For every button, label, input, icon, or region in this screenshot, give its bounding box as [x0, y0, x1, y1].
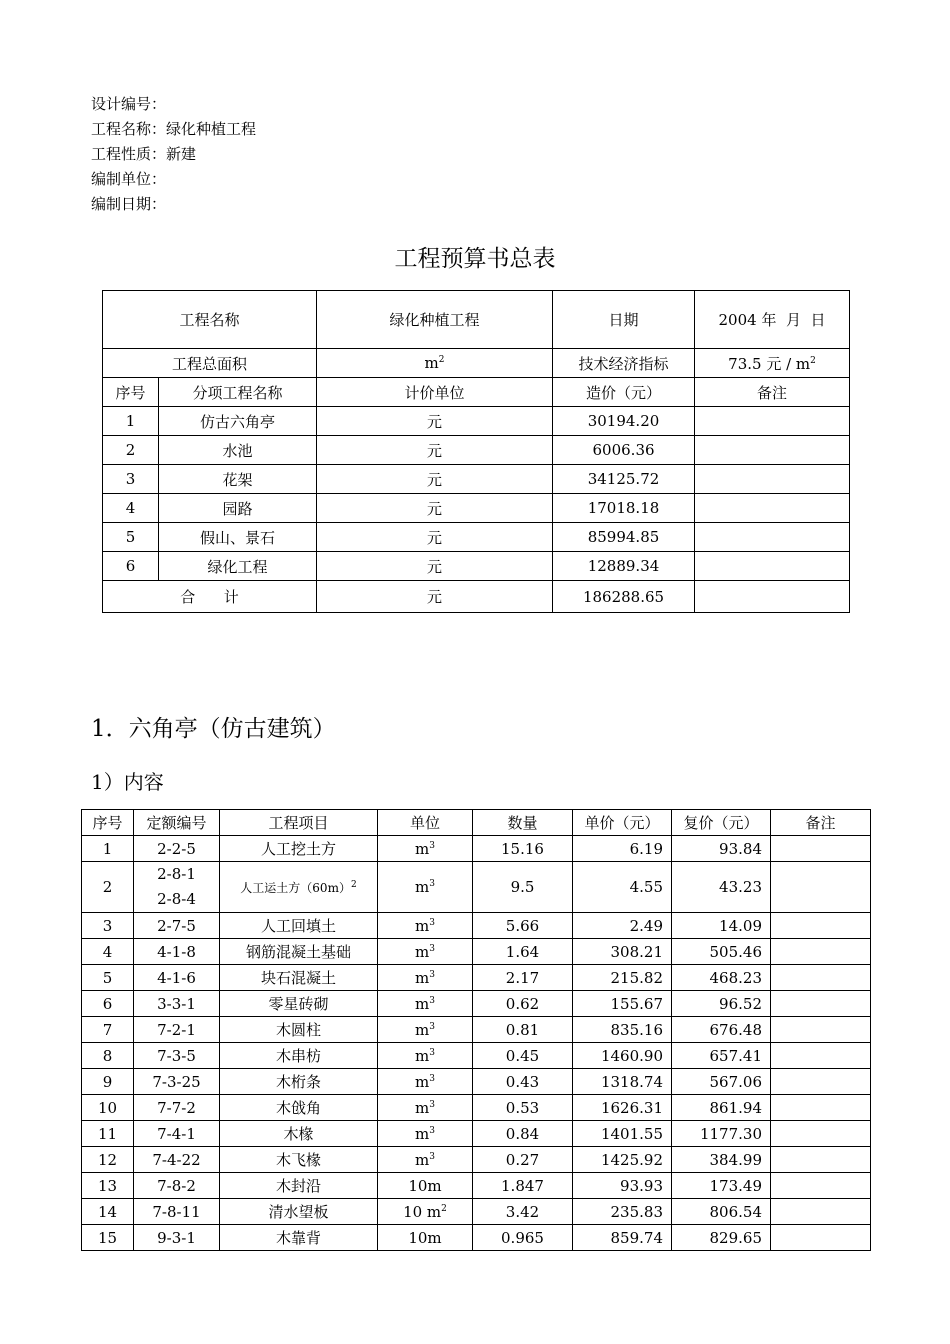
- cell-unit: $m^3$: [378, 836, 473, 862]
- cell-code: 9-3-1: [134, 1225, 220, 1251]
- compile-unit: 编制单位：: [91, 170, 167, 188]
- detail-column-headers: [82, 810, 871, 836]
- cell-name: 仿古六角亭: [159, 407, 317, 436]
- col-header: 单位: [378, 810, 473, 836]
- col-header: 工程项目: [220, 810, 378, 836]
- date-value: 2004 年 月 日: [695, 291, 850, 349]
- cell-price: 6.19: [573, 836, 672, 862]
- cell-code: 7-3-5: [134, 1043, 220, 1069]
- cell-unit: $m^3$: [378, 1017, 473, 1043]
- cell-code: 7-8-2: [134, 1173, 220, 1199]
- cell-note: [695, 523, 850, 552]
- cell-cost: 17018.18: [553, 494, 695, 523]
- table-row: [82, 862, 871, 913]
- cell-no: 11: [82, 1121, 134, 1147]
- cell-amount: 14.09: [672, 913, 771, 939]
- cell-no: 4: [103, 494, 159, 523]
- col-header: 数量: [473, 810, 573, 836]
- cell-note: [771, 1199, 871, 1225]
- total-cost: 186288.65: [553, 581, 695, 613]
- cell-price: 308.21: [573, 939, 672, 965]
- cell-name: 水池: [159, 436, 317, 465]
- cell-no: 1: [82, 836, 134, 862]
- cell-unit: $m^3$: [378, 965, 473, 991]
- cell-note: [771, 1173, 871, 1199]
- cell-unit: 10m: [378, 1173, 473, 1199]
- cell-qty: 1.847: [473, 1173, 573, 1199]
- table-row: [103, 465, 850, 494]
- cell-price: 859.74: [573, 1225, 672, 1251]
- cell-price: 1425.92: [573, 1147, 672, 1173]
- cell-code: 2-7-5: [134, 913, 220, 939]
- cell-qty: 0.965: [473, 1225, 573, 1251]
- cell-note: [695, 436, 850, 465]
- document-meta: [91, 92, 256, 217]
- cell-cost: 34125.72: [553, 465, 695, 494]
- col-header: 分项工程名称: [159, 378, 317, 407]
- cell-no: 9: [82, 1069, 134, 1095]
- cell-note: [771, 1017, 871, 1043]
- cell-item: 清水望板: [220, 1199, 378, 1225]
- cell-name: 园路: [159, 494, 317, 523]
- cell-code: 7-7-2: [134, 1095, 220, 1121]
- cell-no: 1: [103, 407, 159, 436]
- compile-date: 编制日期：: [91, 195, 167, 213]
- table-row: [82, 836, 871, 862]
- cell-amount: 468.23: [672, 965, 771, 991]
- cell-amount: 861.94: [672, 1095, 771, 1121]
- table-row: [82, 1225, 871, 1251]
- area-label: 工程总面积: [103, 349, 317, 378]
- cell-cost: 85994.85: [553, 523, 695, 552]
- index-label: 技术经济指标: [553, 349, 695, 378]
- table-row: [82, 1121, 871, 1147]
- cell-cost: 12889.34: [553, 552, 695, 581]
- table-row: [82, 913, 871, 939]
- cell-no: 3: [103, 465, 159, 494]
- cell-unit: 元: [317, 465, 553, 494]
- col-header: 单价（元）: [573, 810, 672, 836]
- cell-unit: 元: [317, 436, 553, 465]
- total-note: [695, 581, 850, 613]
- cell-note: [771, 1121, 871, 1147]
- cell-item: 木飞椽: [220, 1147, 378, 1173]
- project-name-label: 工程名称: [103, 291, 317, 349]
- table-row: [103, 407, 850, 436]
- cell-price: 2.49: [573, 913, 672, 939]
- cell-unit: $m^3$: [378, 939, 473, 965]
- cell-unit: 元: [317, 552, 553, 581]
- cell-unit: $m^3$: [378, 991, 473, 1017]
- cell-qty: 0.27: [473, 1147, 573, 1173]
- cell-no: 5: [103, 523, 159, 552]
- cell-unit: 10 $m^2$: [378, 1199, 473, 1225]
- index-value: 73.5 元 / $m^2$: [695, 349, 850, 378]
- cell-price: 235.83: [573, 1199, 672, 1225]
- cell-amount: 96.52: [672, 991, 771, 1017]
- cell-code: 7-2-1: [134, 1017, 220, 1043]
- cell-price: 1626.31: [573, 1095, 672, 1121]
- cell-no: 12: [82, 1147, 134, 1173]
- cell-cost: 30194.20: [553, 407, 695, 436]
- project-name-value: 绿化种植工程: [317, 291, 553, 349]
- summary-table: [102, 290, 850, 613]
- cell-unit: $m^3$: [378, 913, 473, 939]
- cell-note: [771, 1069, 871, 1095]
- cell-qty: 5.66: [473, 913, 573, 939]
- cell-no: 6: [82, 991, 134, 1017]
- col-header: 备注: [771, 810, 871, 836]
- section-subheading: 1）内容: [91, 770, 164, 794]
- cell-note: [771, 836, 871, 862]
- cell-item: 钢筋混凝土基础: [220, 939, 378, 965]
- total-row: [103, 581, 850, 613]
- cell-note: [695, 552, 850, 581]
- table-row: [82, 1069, 871, 1095]
- cell-note: [695, 407, 850, 436]
- cell-cost: 6006.36: [553, 436, 695, 465]
- cell-amount: 829.65: [672, 1225, 771, 1251]
- table-row: [82, 1017, 871, 1043]
- cell-price: 1460.90: [573, 1043, 672, 1069]
- cell-no: 5: [82, 965, 134, 991]
- cell-note: [771, 913, 871, 939]
- date-label: 日期: [553, 291, 695, 349]
- cell-note: [771, 965, 871, 991]
- cell-price: 835.16: [573, 1017, 672, 1043]
- cell-unit: 10m: [378, 1225, 473, 1251]
- cell-no: 7: [82, 1017, 134, 1043]
- cell-amount: 676.48: [672, 1017, 771, 1043]
- cell-note: [771, 1043, 871, 1069]
- cell-item: 木圆柱: [220, 1017, 378, 1043]
- cell-unit: $m^3$: [378, 862, 473, 913]
- cell-item: 木封沿: [220, 1173, 378, 1199]
- cell-note: [771, 991, 871, 1017]
- cell-qty: 3.42: [473, 1199, 573, 1225]
- cell-note: [771, 862, 871, 913]
- cell-price: 215.82: [573, 965, 672, 991]
- cell-unit: 元: [317, 494, 553, 523]
- cell-qty: 0.53: [473, 1095, 573, 1121]
- summary-area-row: [103, 349, 850, 378]
- cell-item: 木靠背: [220, 1225, 378, 1251]
- cell-name: 绿化工程: [159, 552, 317, 581]
- col-header: 序号: [82, 810, 134, 836]
- total-unit: 元: [317, 581, 553, 613]
- col-header: 计价单位: [317, 378, 553, 407]
- detail-table: [81, 809, 871, 1251]
- cell-no: 13: [82, 1173, 134, 1199]
- cell-note: [771, 939, 871, 965]
- cell-item: 块石混凝土: [220, 965, 378, 991]
- cell-name: 假山、景石: [159, 523, 317, 552]
- table-row: [82, 965, 871, 991]
- cell-item: 木椽: [220, 1121, 378, 1147]
- cell-amount: 806.54: [672, 1199, 771, 1225]
- cell-amount: 567.06: [672, 1069, 771, 1095]
- cell-item: 木桁条: [220, 1069, 378, 1095]
- cell-no: 6: [103, 552, 159, 581]
- table-row: [103, 494, 850, 523]
- col-header: 造价（元）: [553, 378, 695, 407]
- cell-no: 8: [82, 1043, 134, 1069]
- cell-amount: 384.99: [672, 1147, 771, 1173]
- cell-price: 1318.74: [573, 1069, 672, 1095]
- cell-note: [771, 1147, 871, 1173]
- cell-note: [695, 494, 850, 523]
- cell-qty: 0.62: [473, 991, 573, 1017]
- cell-no: 15: [82, 1225, 134, 1251]
- cell-unit: $m^3$: [378, 1121, 473, 1147]
- table-row: [103, 552, 850, 581]
- cell-item: 人工挖土方: [220, 836, 378, 862]
- table-row: [82, 991, 871, 1017]
- cell-qty: 0.84: [473, 1121, 573, 1147]
- cell-unit: 元: [317, 407, 553, 436]
- cell-code: 4-1-6: [134, 965, 220, 991]
- design-number: 设计编号：: [91, 95, 167, 113]
- total-label: 合 计: [103, 581, 317, 613]
- cell-item: 人工回填土: [220, 913, 378, 939]
- cell-amount: 1177.30: [672, 1121, 771, 1147]
- cell-amount: 173.49: [672, 1173, 771, 1199]
- cell-qty: 15.16: [473, 836, 573, 862]
- cell-unit: $m^3$: [378, 1043, 473, 1069]
- cell-item: 木戗角: [220, 1095, 378, 1121]
- cell-item: 零星砖砌: [220, 991, 378, 1017]
- summary-title: 工程预算书总表: [394, 246, 556, 272]
- cell-code: 7-4-22: [134, 1147, 220, 1173]
- cell-unit: $m^3$: [378, 1147, 473, 1173]
- cell-no: 14: [82, 1199, 134, 1225]
- cell-note: [771, 1225, 871, 1251]
- cell-qty: 0.45: [473, 1043, 573, 1069]
- summary-column-headers: [103, 378, 850, 407]
- cell-code: 4-1-8: [134, 939, 220, 965]
- cell-name: 花架: [159, 465, 317, 494]
- project-name: 工程名称：绿化种植工程: [91, 120, 257, 138]
- cell-qty: 2.17: [473, 965, 573, 991]
- table-row: [103, 436, 850, 465]
- col-header: 备注: [695, 378, 850, 407]
- table-row: [82, 1043, 871, 1069]
- cell-code: 7-8-11: [134, 1199, 220, 1225]
- col-header: 序号: [103, 378, 159, 407]
- cell-unit: 元: [317, 523, 553, 552]
- cell-no: 2: [103, 436, 159, 465]
- cell-code: 7-3-25: [134, 1069, 220, 1095]
- table-row: [103, 523, 850, 552]
- summary-header-row: [103, 291, 850, 349]
- cell-qty: 9.5: [473, 862, 573, 913]
- table-row: [82, 1199, 871, 1225]
- cell-note: [695, 465, 850, 494]
- cell-no: 2: [82, 862, 134, 913]
- cell-amount: 505.46: [672, 939, 771, 965]
- col-header: 定额编号: [134, 810, 220, 836]
- project-nature: 工程性质：新建: [91, 145, 197, 163]
- cell-code: 2-8-1 2-8-4: [134, 862, 220, 913]
- cell-code: 3-3-1: [134, 991, 220, 1017]
- cell-note: [771, 1095, 871, 1121]
- table-row: [82, 1147, 871, 1173]
- cell-no: 3: [82, 913, 134, 939]
- section-heading: 1．六角亭（仿古建筑）: [91, 716, 336, 742]
- cell-no: 4: [82, 939, 134, 965]
- cell-qty: 0.43: [473, 1069, 573, 1095]
- cell-qty: 0.81: [473, 1017, 573, 1043]
- table-row: [82, 939, 871, 965]
- cell-price: 93.93: [573, 1173, 672, 1199]
- cell-price: 1401.55: [573, 1121, 672, 1147]
- cell-amount: 657.41: [672, 1043, 771, 1069]
- area-unit: $m^2$: [317, 349, 553, 378]
- cell-unit: $m^3$: [378, 1069, 473, 1095]
- cell-qty: 1.64: [473, 939, 573, 965]
- cell-unit: $m^3$: [378, 1095, 473, 1121]
- col-header: 复价（元）: [672, 810, 771, 836]
- cell-amount: 43.23: [672, 862, 771, 913]
- cell-amount: 93.84: [672, 836, 771, 862]
- cell-item: 人工运土方$(60m)^2$: [220, 862, 378, 913]
- cell-price: 4.55: [573, 862, 672, 913]
- cell-price: 155.67: [573, 991, 672, 1017]
- table-row: [82, 1173, 871, 1199]
- cell-no: 10: [82, 1095, 134, 1121]
- table-row: [82, 1095, 871, 1121]
- cell-code: 7-4-1: [134, 1121, 220, 1147]
- cell-code: 2-2-5: [134, 836, 220, 862]
- cell-item: 木串枋: [220, 1043, 378, 1069]
